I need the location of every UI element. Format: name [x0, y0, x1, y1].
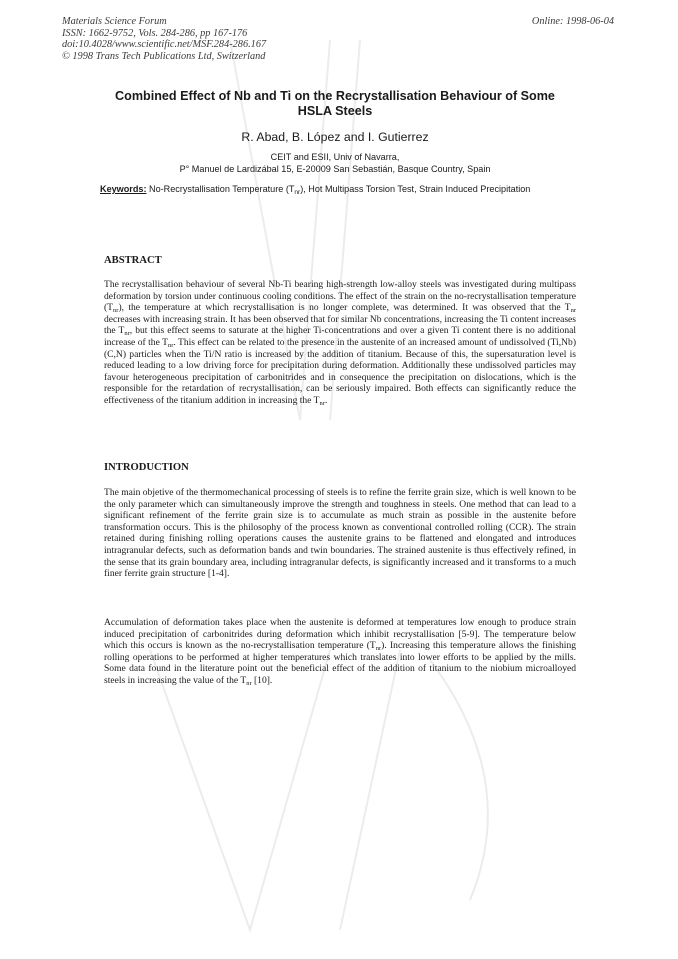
- doi-link[interactable]: doi:10.4028/www.scientific.net/MSF.284-286.167: [62, 39, 267, 50]
- tnr-subscript: nr: [246, 679, 252, 687]
- abstract-text-2: ), the temperature at which recrystallisation is no longer complete, was determined. It was observed that the T: [118, 302, 571, 314]
- keywords: [100, 184, 578, 196]
- abstract-text-5: . This effect can be related to the presence in the austenite of an increased amount of undissolved (Ti,Nb)(C,N) particles when the Ti/N ratio is increased by the addition of titanium. Because of this, the supersaturation level is reduced leading to a low driving force for precipitation during deformation. Additionally these undissolved particles may favour heterogeneous precipitation of carbonitrides and in consequence the precipitation on dislocations, which is the responsible for the retardation of recrystallisation, can be seriously impaired. Both effects can significantly reduce the effectiveness of the titanium addition in increasing the T: [104, 336, 576, 406]
- intro2-text-2: ). Increasing this temperature allows the finishing rolling operations to be performed at higher temperatures which translates into lower efforts to be applied by the mills. Some data found in the literature point out the beneficial effect of the addition of titanium to the niobium microalloyed steels in increasing the value of the T: [104, 640, 577, 686]
- affiliation-line-2: P° Manuel de Lardizábal 15, E-20009 San Sebastián, Basque Country, Spain: [179, 164, 491, 174]
- issn-line: ISSN: 1662-9752, Vols. 284-286, pp 167-176: [62, 27, 248, 39]
- introduction-heading: INTRODUCTION: [104, 462, 189, 473]
- abstract-paragraph: [104, 279, 576, 407]
- journal-info: [62, 16, 266, 62]
- paper-title: Combined Effect of Nb and Ti on the Recrystallisation Behaviour of Some HSLA Steels: [115, 89, 555, 118]
- abstract-text-3: decreases with increasing strain. It has been observed that for similar Nb concentrations, increasing the Ti content increases the T: [104, 313, 576, 337]
- keywords-text-1: No-Recrystallisation Temperature (T: [149, 184, 295, 194]
- intro2-text-3: [10].: [251, 674, 273, 686]
- abstract-text-1: The recrystallisation behaviour of several Nb-Ti bearing high-strength low-alloy steels was investigated during multipass deformation by torsion under continuous cooling conditions. The effect of the strain on the no-recrystallisation temperature (T: [104, 279, 576, 314]
- abstract-heading: ABSTRACT: [104, 255, 162, 266]
- tnr-subscript: nr: [124, 330, 130, 338]
- tnr-subscript: nr: [113, 307, 119, 315]
- online-date: Online: 1998-06-04: [531, 16, 614, 27]
- copyright-line: © 1998 Trans Tech Publications Ltd, Switzerland: [62, 50, 266, 62]
- tnr-subscript: nr: [294, 189, 301, 196]
- affiliation-line-1: CEIT and ESII, Univ of Navarra,: [270, 152, 400, 162]
- tnr-subscript: nr: [375, 645, 382, 653]
- abstract-text-4: , but this effect seems to saturate at the higher Ti-concentrations and over a given Ti content there is no additional increase of the T: [104, 325, 576, 348]
- paper-authors: R. Abad, B. López and I. Gutierrez: [241, 130, 429, 144]
- introduction-paragraph-2: [104, 617, 576, 687]
- tnr-subscript: nr: [319, 399, 325, 407]
- intro2-text-1: Accumulation of deformation takes place when the austenite is deformed at temperatures low enough to produce strain induced precipitation of carbonitrides during deformation which inhibit recrystallisation [5-9]. The temperature below which this occurs is known as the no-recrystallisation temperature (T: [104, 617, 576, 652]
- abstract-text-6: .: [324, 394, 328, 406]
- keywords-text-2: ), Hot Multipass Torsion Test, Strain Induced Precipitation: [300, 184, 531, 194]
- journal-name: Materials Science Forum: [62, 16, 167, 27]
- affiliation: [90, 151, 580, 175]
- keywords-label: Keywords:: [100, 184, 147, 194]
- introduction-paragraph-1: The main objetive of the thermomechanical processing of steels is to refine the ferrite grain size, which is well known to be the only parameter which can simultaneously improve the strength and toughness in steels. One method that can lead to a significant refinement of the ferrite grain size is to accumulate as much strain as possible in the austenite before transformation occurs. This is the philosophy of the process known as conventional controlled rolling (CCR). The strain retained during finishing rolling operations causes the austenite grains to be flattened and elongated and introduces intragranular defects, such as deformation bands and twin boundaries. The strained austenite is thus effectively refined, in the sense that its grain boundary area, including intragranular defects, is significantly increased and it transforms to a much finer ferrite grain structure [1-4].: [104, 487, 576, 580]
- tnr-subscript: nr: [167, 341, 174, 349]
- tnr-subscript: nr: [570, 307, 576, 315]
